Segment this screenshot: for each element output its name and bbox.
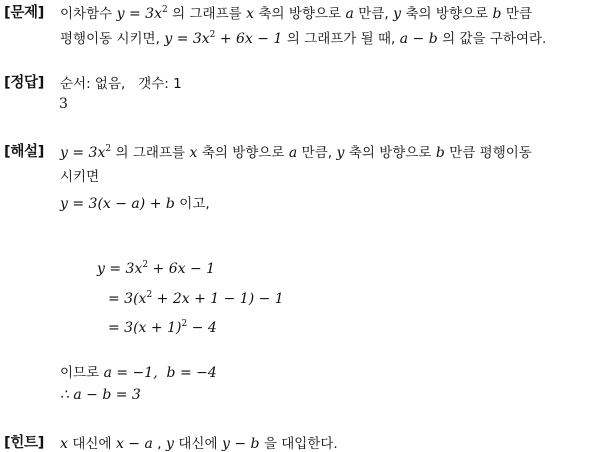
solution-text: 이므로 [60, 365, 100, 381]
problem-math: + 6x − 1 [219, 31, 283, 47]
equation-math: = 3(x [108, 291, 147, 307]
solution-text: 축의 방향으로 [348, 145, 432, 161]
solution-line-3 [60, 192, 210, 212]
hint-math: x − a [115, 436, 153, 452]
solution-math: y = 3(x − a) + b [60, 196, 175, 212]
equation-line-2 [108, 291, 284, 307]
solution-math: b [435, 145, 445, 161]
solution-text: 축의 방향으로 [201, 145, 285, 161]
equation-math: − 4 [191, 320, 217, 336]
solution-label: [해설] [4, 144, 45, 160]
hint-text: 대신에 [178, 436, 218, 452]
answer-meta: 순서: 없음, 갯수: 1 [60, 76, 182, 92]
problem-text: 이차함수 [60, 6, 113, 22]
problem-line-2 [60, 27, 546, 47]
problem-math: y = 3x [164, 31, 210, 47]
problem-math: a − b [399, 31, 438, 47]
solution-math: a [288, 145, 298, 161]
problem-text: 의 그래프가 될 때, [286, 31, 396, 47]
solution-exponent: 2 [105, 144, 112, 154]
solution-text: 만큼, [301, 145, 333, 161]
problem-text: 평행이동 시키면, [60, 31, 160, 47]
problem-math: a [345, 6, 354, 22]
hint-text: 을 대입한다. [263, 436, 338, 452]
problem-exponent: 2 [209, 30, 216, 40]
solution-line-4 [60, 361, 217, 381]
problem-text: 만큼 [505, 6, 532, 22]
problem-exponent: 2 [161, 5, 168, 15]
problem-label: [문제] [4, 5, 45, 21]
equation-line-3 [108, 320, 217, 336]
problem-math: x [246, 6, 255, 22]
problem-math: y = 3x [116, 6, 162, 22]
equation-math: + 6x − 1 [152, 261, 216, 277]
equation-line-1 [97, 261, 215, 277]
solution-math: y = 3x [60, 145, 106, 161]
answer-label: [정답] [4, 75, 45, 91]
problem-math: b [492, 6, 502, 22]
equation-math: + 2x + 1 − 1) − 1 [156, 291, 284, 307]
hint-math: x [60, 436, 68, 452]
problem-text: 만큼, [358, 6, 389, 22]
solution-line-2: 시키면 [60, 169, 100, 185]
solution-text: 만큼 평행이동 [449, 145, 532, 161]
problem-text: 의 값을 구하여라. [442, 31, 547, 47]
equation-exponent: 2 [142, 260, 149, 270]
problem-text: 축의 방향으로 [258, 6, 342, 22]
hint-math: y [166, 436, 174, 452]
hint-math: y − b [221, 436, 260, 452]
solution-math: a = −1, b = −4 [103, 365, 217, 381]
hint-text: , [157, 436, 162, 452]
answer-value: 3 [59, 96, 68, 112]
solution-conclusion: ∴ a − b = 3 [60, 387, 141, 403]
problem-text: 축의 방향으로 [405, 6, 489, 22]
equation-exponent: 2 [146, 290, 153, 300]
solution-text: 이고, [179, 196, 210, 212]
solution-line-1 [60, 141, 532, 161]
problem-line-1 [60, 2, 532, 22]
solution-math: y [336, 145, 345, 161]
solution-math: x [189, 145, 198, 161]
hint-line [60, 432, 338, 452]
problem-text: 의 그래프를 [172, 6, 242, 22]
solution-text: 의 그래프를 [115, 145, 186, 161]
problem-math: y [393, 6, 402, 22]
equation-exponent: 2 [181, 319, 188, 329]
equation-math: y = 3x [97, 261, 143, 277]
hint-text: 대신에 [72, 436, 112, 452]
hint-label: [힌트] [4, 435, 45, 451]
equation-math: = 3(x + 1) [108, 320, 182, 336]
